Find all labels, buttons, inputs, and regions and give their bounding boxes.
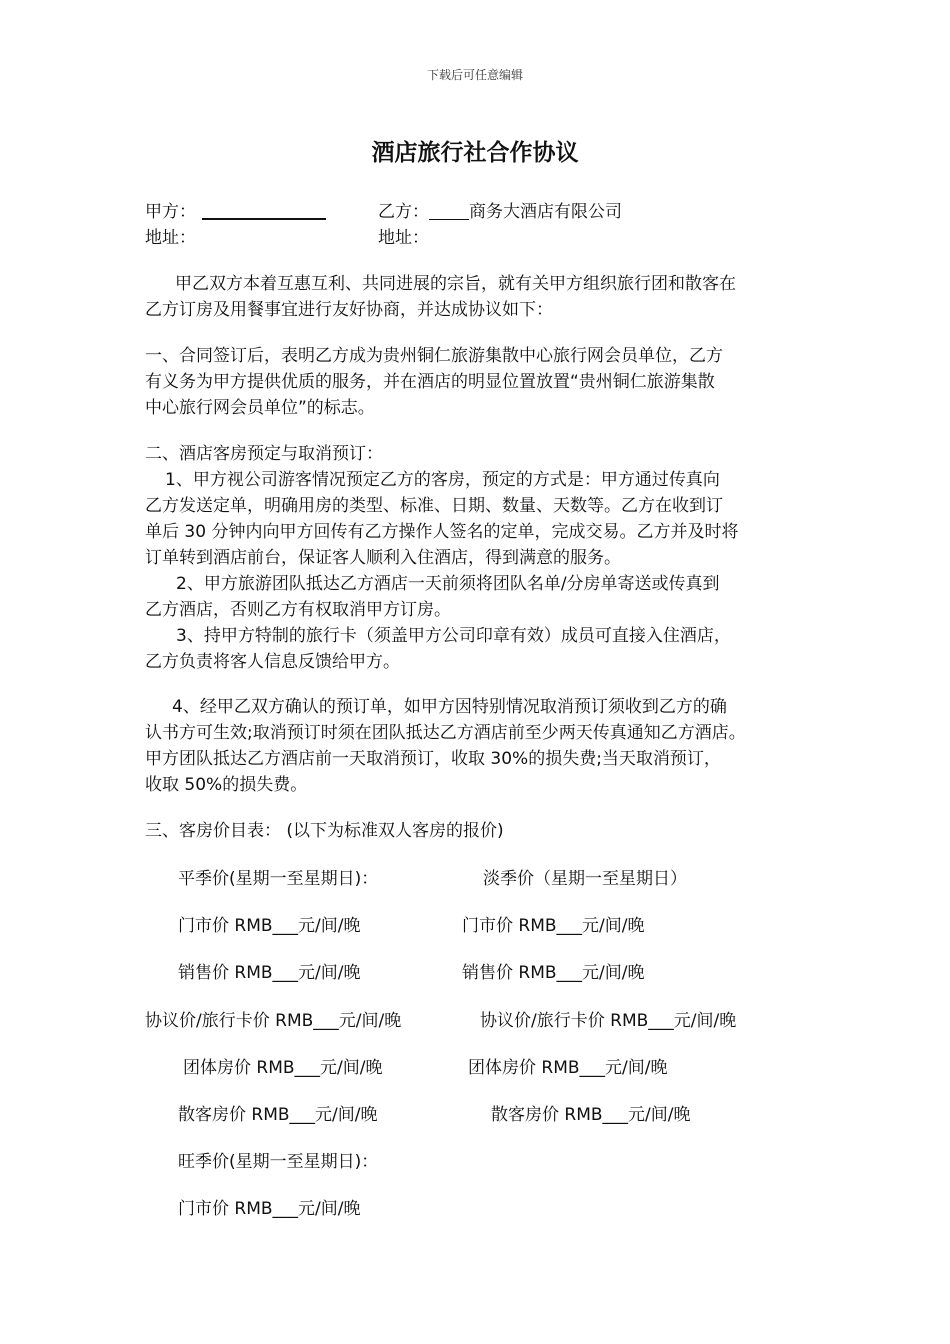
section2-item1-line-2: 乙方发送定单，明确用房的类型、标准、日期、数量、天数等。乙方在收到订 (145, 496, 723, 516)
price-left-row: 门市价 RMB___元/间/晚 (178, 916, 361, 936)
price-left-row: 协议价/旅行卡价 RMB___元/间/晚 (145, 1011, 402, 1031)
section2-item1-line-3: 单后 30 分钟内向甲方回传有乙方操作人签名的定单，完成交易。乙方并及时将 (145, 522, 739, 542)
section2-item4-line-1: 4、经甲乙双方确认的预订单，如甲方因特别情况取消预订须收到乙方的确 (172, 697, 727, 717)
peak-row: 门市价 RMB___元/间/晚 (178, 1199, 361, 1219)
price-left-row: 团体房价 RMB___元/间/晚 (183, 1058, 383, 1078)
page-title: 酒店旅行社合作协议 (371, 139, 579, 166)
price-left-heading: 平季价(星期一至星期日)： (178, 869, 379, 889)
section2-item1-line-1: 1、甲方视公司游客情况预定乙方的客房，预定的方式是：甲方通过传真向 (165, 470, 720, 490)
price-right-row: 销售价 RMB___元/间/晚 (462, 963, 645, 983)
party-b-address: 地址： (378, 228, 429, 248)
section2-item4-line-2: 认书方可生效;取消预订时须在团队抵达乙方酒店前至少两天传真通知乙方酒店。 (145, 723, 746, 743)
section2-item3-line-2: 乙方负责将客人信息反馈给甲方。 (145, 652, 400, 672)
price-right-row: 协议价/旅行卡价 RMB___元/间/晚 (480, 1011, 737, 1031)
price-right-row: 门市价 RMB___元/间/晚 (462, 916, 645, 936)
header-note: 下载后可任意编辑 (426, 68, 523, 82)
party-b-name: 商务大酒店有限公司 (469, 202, 622, 222)
party-b-label: 乙方： (378, 202, 429, 222)
section1-line-3: 中心旅行网会员单位”的标志。 (145, 398, 375, 418)
party-a-blank (202, 200, 326, 220)
section1-line-2: 有义务为甲方提供优质的服务，并在酒店的明显位置放置“贵州铜仁旅游集散 (145, 372, 715, 392)
section2-item1-line-4: 订单转到酒店前台，保证客人顺利入住酒店，得到满意的服务。 (145, 548, 621, 568)
price-right-heading: 淡季价（星期一至星期日） (483, 869, 687, 889)
section2-item2-line-2: 乙方酒店，否则乙方有权取消甲方订房。 (145, 600, 451, 620)
intro-line-1: 甲乙双方本着互惠互利、共同进展的宗旨，就有关甲方组织旅行团和散客在 (175, 274, 736, 294)
party-b-line (378, 199, 622, 225)
price-left-row: 销售价 RMB___元/间/晚 (178, 963, 361, 983)
party-a-address: 地址： (145, 228, 196, 248)
party-b-blank (429, 201, 469, 220)
price-left-row: 散客房价 RMB___元/间/晚 (178, 1105, 378, 1125)
section2-title: 二、酒店客房预定与取消预订： (145, 444, 383, 464)
section1-line-1: 一、合同签订后，表明乙方成为贵州铜仁旅游集散中心旅行网会员单位，乙方 (145, 346, 723, 366)
section2-item4-line-4: 收取 50%的损失费。 (145, 775, 308, 795)
section3-title: 三、客房价目表： (以下为标准双人客房的报价) (145, 821, 504, 841)
price-right-row: 团体房价 RMB___元/间/晚 (468, 1058, 668, 1078)
intro-line-2: 乙方订房及用餐事宜进行友好协商，并达成协议如下： (145, 300, 553, 320)
party-a-label: 甲方： (145, 202, 196, 222)
section2-item2-line-1: 2、甲方旅游团队抵达乙方酒店一天前须将团队名单/分房单寄送或传真到 (176, 574, 720, 594)
peak-heading: 旺季价(星期一至星期日)： (178, 1152, 379, 1172)
party-a-line (145, 199, 326, 225)
price-right-row: 散客房价 RMB___元/间/晚 (491, 1105, 691, 1125)
section2-item3-line-1: 3、持甲方特制的旅行卡（须盖甲方公司印章有效）成员可直接入住酒店， (176, 626, 731, 646)
section2-item4-line-3: 甲方团队抵达乙方酒店前一天取消预订，收取 30%的损失费;当天取消预订， (145, 749, 721, 769)
